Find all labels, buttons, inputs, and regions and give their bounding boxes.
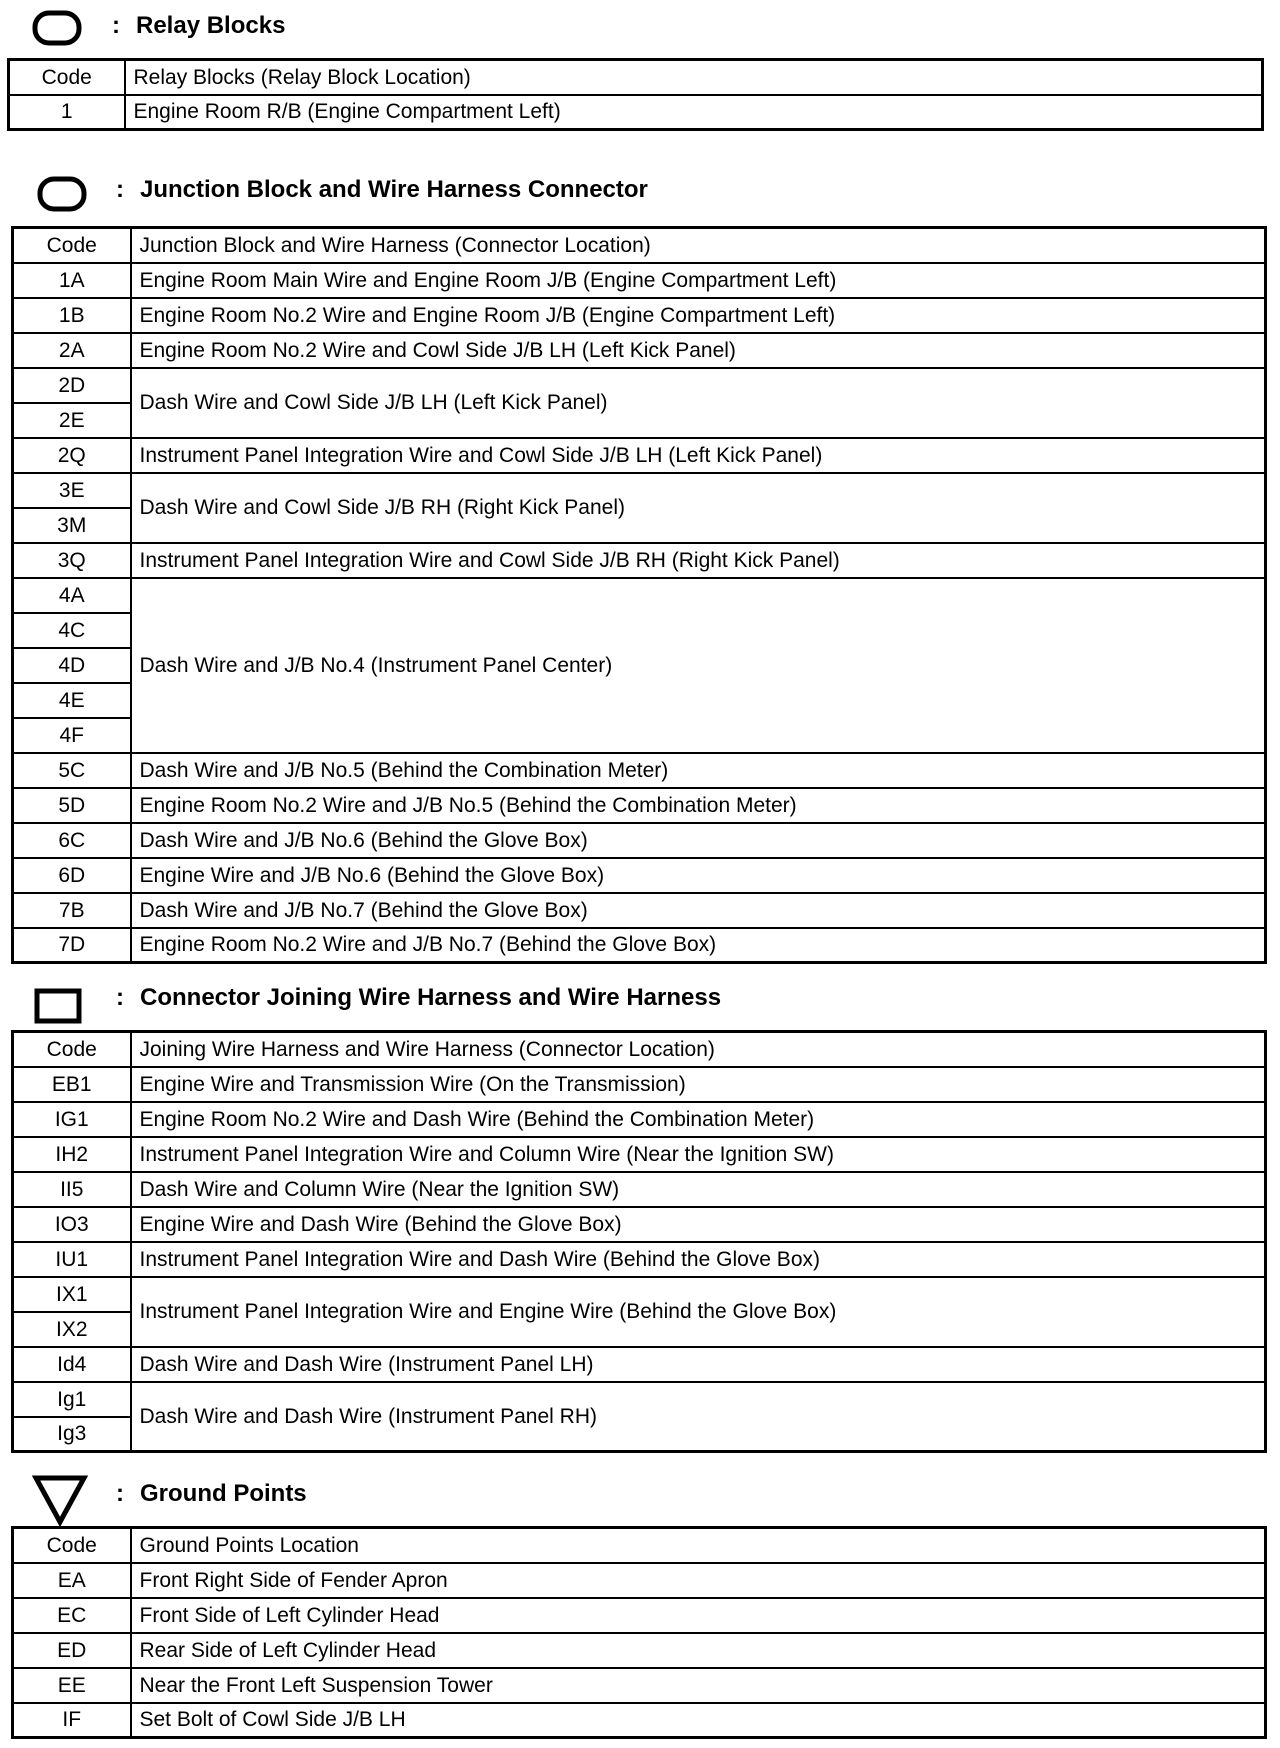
code-cell: IG1 <box>13 1102 131 1137</box>
location-table <box>11 1526 1267 1739</box>
table-header-row <box>13 1528 1266 1563</box>
header-code: Code <box>13 228 131 263</box>
table-row <box>13 1598 1266 1633</box>
code-cell: ED <box>13 1633 131 1668</box>
header-description: Relay Blocks (Relay Block Location) <box>125 60 1263 95</box>
location-cell: Instrument Panel Integration Wire and Cowl Side J/B RH (Right Kick Panel) <box>131 543 1266 578</box>
location-cell: Instrument Panel Integration Wire and Engine Wire (Behind the Glove Box) <box>131 1277 1266 1347</box>
code-cell: 2D <box>13 368 131 403</box>
table-row <box>13 823 1266 858</box>
code-cell: IF <box>13 1703 131 1738</box>
table-row <box>13 1668 1266 1703</box>
table-row <box>13 578 1266 613</box>
code-cell: 4C <box>13 613 131 648</box>
table-row <box>13 1102 1266 1137</box>
table-row <box>13 1633 1266 1668</box>
location-cell: Dash Wire and Dash Wire (Instrument Panel LH) <box>131 1347 1266 1382</box>
code-cell: 6C <box>13 823 131 858</box>
code-cell: 1B <box>13 298 131 333</box>
location-cell: Dash Wire and J/B No.7 (Behind the Glove Box) <box>131 893 1266 928</box>
code-cell: 6D <box>13 858 131 893</box>
table-row <box>13 473 1266 508</box>
table-row <box>13 1242 1266 1277</box>
header-description: Joining Wire Harness and Wire Harness (Connector Location) <box>131 1032 1266 1067</box>
code-cell: IO3 <box>13 1207 131 1242</box>
location-cell: Dash Wire and J/B No.6 (Behind the Glove Box) <box>131 823 1266 858</box>
location-cell: Engine Room No.2 Wire and Cowl Side J/B LH (Left Kick Panel) <box>131 333 1266 368</box>
header-description: Junction Block and Wire Harness (Connector Location) <box>131 228 1266 263</box>
location-table <box>11 1030 1267 1453</box>
table-row <box>13 1277 1266 1312</box>
table-row <box>13 753 1266 788</box>
code-cell: IU1 <box>13 1242 131 1277</box>
table-row <box>13 1172 1266 1207</box>
location-cell: Engine Room No.2 Wire and Engine Room J/B (Engine Compartment Left) <box>131 298 1266 333</box>
table-row <box>13 298 1266 333</box>
rounded-rect-icon <box>32 10 82 51</box>
table-row <box>13 893 1266 928</box>
location-cell: Engine Room No.2 Wire and J/B No.7 (Behind the Glove Box) <box>131 928 1266 963</box>
code-cell: Ig3 <box>13 1417 131 1452</box>
table-row <box>13 928 1266 963</box>
code-cell: EA <box>13 1563 131 1598</box>
code-cell: 1A <box>13 263 131 298</box>
location-cell: Front Right Side of Fender Apron <box>131 1563 1266 1598</box>
table-row <box>13 1563 1266 1598</box>
location-cell: Dash Wire and J/B No.5 (Behind the Combination Meter) <box>131 753 1266 788</box>
location-cell: Engine Room Main Wire and Engine Room J/B (Engine Compartment Left) <box>131 263 1266 298</box>
square-icon <box>34 988 82 1029</box>
location-cell: Near the Front Left Suspension Tower <box>131 1668 1266 1703</box>
location-cell: Dash Wire and Column Wire (Near the Ignition SW) <box>131 1172 1266 1207</box>
code-cell: 1 <box>9 95 125 130</box>
table-header-row <box>13 228 1266 263</box>
location-cell: Instrument Panel Integration Wire and Dash Wire (Behind the Glove Box) <box>131 1242 1266 1277</box>
location-cell: Engine Wire and J/B No.6 (Behind the Glove Box) <box>131 858 1266 893</box>
code-cell: 5D <box>13 788 131 823</box>
location-cell: Instrument Panel Integration Wire and Column Wire (Near the Ignition SW) <box>131 1137 1266 1172</box>
location-cell: Instrument Panel Integration Wire and Cowl Side J/B LH (Left Kick Panel) <box>131 438 1266 473</box>
header-code: Code <box>13 1528 131 1563</box>
code-cell: EB1 <box>13 1067 131 1102</box>
location-cell: Dash Wire and Cowl Side J/B RH (Right Kick Panel) <box>131 473 1266 543</box>
code-cell: 3Q <box>13 543 131 578</box>
location-cell: Dash Wire and Cowl Side J/B LH (Left Kick Panel) <box>131 368 1266 438</box>
table-row <box>13 438 1266 473</box>
code-cell: 3E <box>13 473 131 508</box>
code-cell: IX1 <box>13 1277 131 1312</box>
title-colon: : <box>116 984 124 1011</box>
location-cell: Engine Room No.2 Wire and Dash Wire (Behind the Combination Meter) <box>131 1102 1266 1137</box>
title-colon: : <box>112 12 120 39</box>
triangle-icon <box>32 1474 88 1531</box>
code-cell: 2Q <box>13 438 131 473</box>
code-cell: 4D <box>13 648 131 683</box>
location-table <box>11 226 1267 964</box>
code-cell: 4E <box>13 683 131 718</box>
location-cell: Dash Wire and J/B No.4 (Instrument Panel Center) <box>131 578 1266 753</box>
header-code: Code <box>9 60 125 95</box>
code-cell: 7D <box>13 928 131 963</box>
code-cell: Ig1 <box>13 1382 131 1417</box>
code-cell: Id4 <box>13 1347 131 1382</box>
location-cell: Front Side of Left Cylinder Head <box>131 1598 1266 1633</box>
section-title: Junction Block and Wire Harness Connector <box>140 176 648 203</box>
section-title: Relay Blocks <box>136 12 286 39</box>
table-row <box>13 1347 1266 1382</box>
table-row <box>13 858 1266 893</box>
table-row <box>13 263 1266 298</box>
title-colon: : <box>116 1480 124 1507</box>
code-cell: IX2 <box>13 1312 131 1347</box>
table-row <box>13 1703 1266 1738</box>
location-cell: Engine Wire and Dash Wire (Behind the Glove Box) <box>131 1207 1266 1242</box>
table-header-row <box>9 60 1263 95</box>
table-row <box>13 1382 1266 1417</box>
code-cell: 2A <box>13 333 131 368</box>
table-row <box>13 788 1266 823</box>
rounded-rect-icon <box>37 176 87 217</box>
code-cell: 3M <box>13 508 131 543</box>
location-cell: Set Bolt of Cowl Side J/B LH <box>131 1703 1266 1738</box>
table-header-row <box>13 1032 1266 1067</box>
header-code: Code <box>13 1032 131 1067</box>
location-cell: Rear Side of Left Cylinder Head <box>131 1633 1266 1668</box>
location-cell: Dash Wire and Dash Wire (Instrument Panel RH) <box>131 1382 1266 1452</box>
location-cell: Engine Wire and Transmission Wire (On the Transmission) <box>131 1067 1266 1102</box>
location-cell: Engine Room No.2 Wire and J/B No.5 (Behind the Combination Meter) <box>131 788 1266 823</box>
table-row <box>13 1137 1266 1172</box>
code-cell: II5 <box>13 1172 131 1207</box>
section-title: Ground Points <box>140 1480 307 1507</box>
code-cell: 5C <box>13 753 131 788</box>
code-cell: IH2 <box>13 1137 131 1172</box>
code-cell: 4F <box>13 718 131 753</box>
table-row <box>13 368 1266 403</box>
table-row <box>13 333 1266 368</box>
code-cell: 4A <box>13 578 131 613</box>
table-row <box>13 1207 1266 1242</box>
code-cell: EC <box>13 1598 131 1633</box>
header-description: Ground Points Location <box>131 1528 1266 1563</box>
table-row <box>9 95 1263 130</box>
code-cell: 7B <box>13 893 131 928</box>
location-table <box>7 58 1264 131</box>
code-cell: EE <box>13 1668 131 1703</box>
location-cell: Engine Room R/B (Engine Compartment Left) <box>125 95 1263 130</box>
table-row <box>13 543 1266 578</box>
code-cell: 2E <box>13 403 131 438</box>
table-row <box>13 1067 1266 1102</box>
section-title: Connector Joining Wire Harness and Wire Harness <box>140 984 722 1011</box>
title-colon: : <box>116 176 124 203</box>
